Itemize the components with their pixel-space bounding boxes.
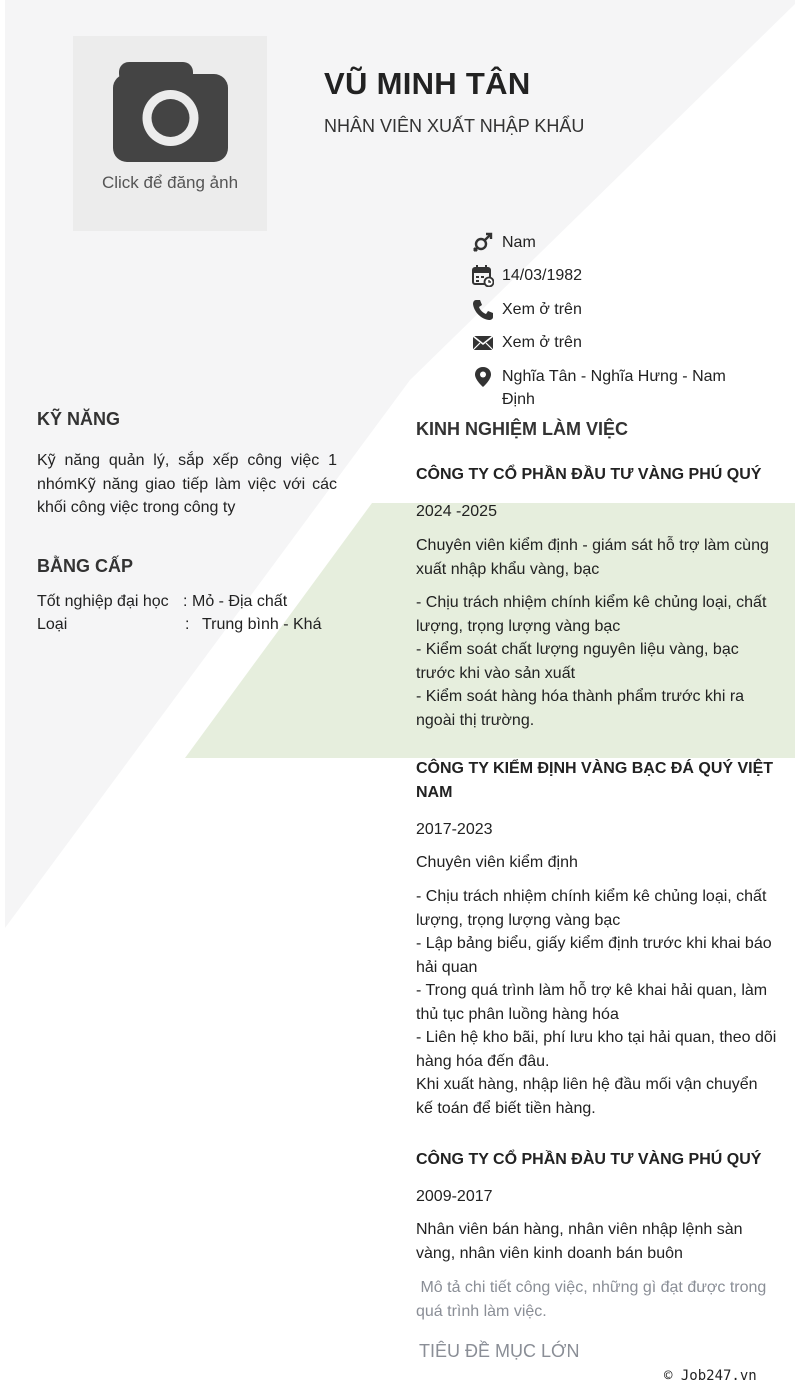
degree-label: Tốt nghiệp đại học <box>37 593 169 610</box>
gender-value: Nam <box>502 234 536 251</box>
phone-value: Xem ở trên <box>502 301 582 318</box>
email-value: Xem ở trên <box>502 334 582 351</box>
email-row <box>472 331 762 355</box>
photo-caption: Click để đăng ảnh <box>101 173 239 192</box>
birthday-value: 14/03/1982 <box>502 267 583 284</box>
gender-row <box>472 231 762 255</box>
job-duty: - Chịu trách nhiệm chính kiểm kê chủng loại, chất lượng, trọng lượng vàng bạc <box>416 594 767 635</box>
degree-value: Mỏ - Địa chất <box>192 593 288 610</box>
job-period: 2009-2017 <box>416 1188 493 1205</box>
degree-value: Trung bình - Khá <box>202 616 322 633</box>
job-duty: - Liên hệ kho bãi, phí lưu kho tại hải quan, theo dõi hàng hóa đến đâu. <box>416 1029 777 1070</box>
phone-row <box>472 298 762 322</box>
job-duties <box>416 591 778 732</box>
job-duty: - Kiểm soát hàng hóa thành phẩm trước khi ra ngoài thị trường. <box>416 688 745 729</box>
degree-label: Loại <box>37 616 68 633</box>
job-duty: Khi xuất hàng, nhập liên hệ đầu mối vận chuyển kế toán để biết tiền hàng. <box>416 1076 758 1117</box>
location-pin-icon <box>472 366 494 388</box>
address-value: Nghĩa Tân - Nghĩa Hưng - Nam Định <box>502 368 726 408</box>
job-duties <box>416 885 778 1120</box>
experience-heading: KINH NGHIỆM LÀM VIỆC <box>416 419 629 439</box>
envelope-icon <box>472 332 494 354</box>
address-row <box>472 365 762 413</box>
job-company: CÔNG TY CỔ PHẦN ĐÀU TƯ VÀNG PHÚ QUÝ <box>416 1151 762 1168</box>
section-heading-placeholder[interactable]: TIÊU ĐỀ MỤC LỚN <box>419 1341 580 1361</box>
degree-row <box>37 613 337 637</box>
job-description-placeholder[interactable]: Mô tả chi tiết công việc, những gì đạt được trong quá trình làm việc. <box>416 1279 771 1320</box>
camera-icon <box>113 62 228 162</box>
degree-separator: : <box>185 616 190 633</box>
gender-icon <box>472 232 494 254</box>
job-period: 2017-2023 <box>416 821 493 838</box>
birthday-row <box>472 264 762 288</box>
skills-text: Kỹ năng quản lý, sắp xếp công việc 1 nhómKỹ năng giao tiếp làm việc với các khối công việc trong công ty <box>37 452 337 516</box>
calendar-icon <box>472 265 494 287</box>
job-duty: - Kiểm soát chất lượng nguyên liệu vàng, bạc trước khi vào sản xuất <box>416 641 739 682</box>
job-duty: - Chịu trách nhiệm chính kiểm kê chủng loại, chất lượng, trọng lượng vàng bạc <box>416 888 767 929</box>
job-role: Chuyên viên kiểm định - giám sát hỗ trợ làm cùng xuất nhập khẩu vàng, bạc <box>416 537 769 578</box>
degree-row <box>37 590 337 614</box>
candidate-title: NHÂN VIÊN XUẤT NHẬP KHẨU <box>324 116 585 136</box>
job-period: 2024 -2025 <box>416 503 497 520</box>
footer-copyright: © Job247.vn <box>664 1368 757 1384</box>
skills-heading: KỸ NĂNG <box>37 409 121 429</box>
degrees-heading: BẰNG CẤP <box>37 556 134 576</box>
job-company: CÔNG TY CỔ PHẦN ĐẦU TƯ VÀNG PHÚ QUÝ <box>416 466 762 483</box>
job-duty: - Lập bảng biểu, giấy kiểm định trước khi khai báo hải quan <box>416 935 772 976</box>
avatar-upload[interactable] <box>73 36 267 231</box>
degree-separator: : <box>183 593 188 610</box>
job-company: CÔNG TY KIỂM ĐỊNH VÀNG BẠC ĐÁ QUÝ VIỆT NAM <box>416 760 774 801</box>
candidate-name: VŨ MINH TÂN <box>324 66 531 101</box>
phone-icon <box>472 299 494 321</box>
job-role: Nhân viên bán hàng, nhân viên nhập lệnh sàn vàng, nhân viên kinh doanh bán buôn <box>416 1221 743 1262</box>
job-role: Chuyên viên kiểm định <box>416 854 578 871</box>
job-duty: - Trong quá trình làm hỗ trợ kê khai hải quan, làm thủ tục phân luồng hàng hóa <box>416 982 768 1023</box>
